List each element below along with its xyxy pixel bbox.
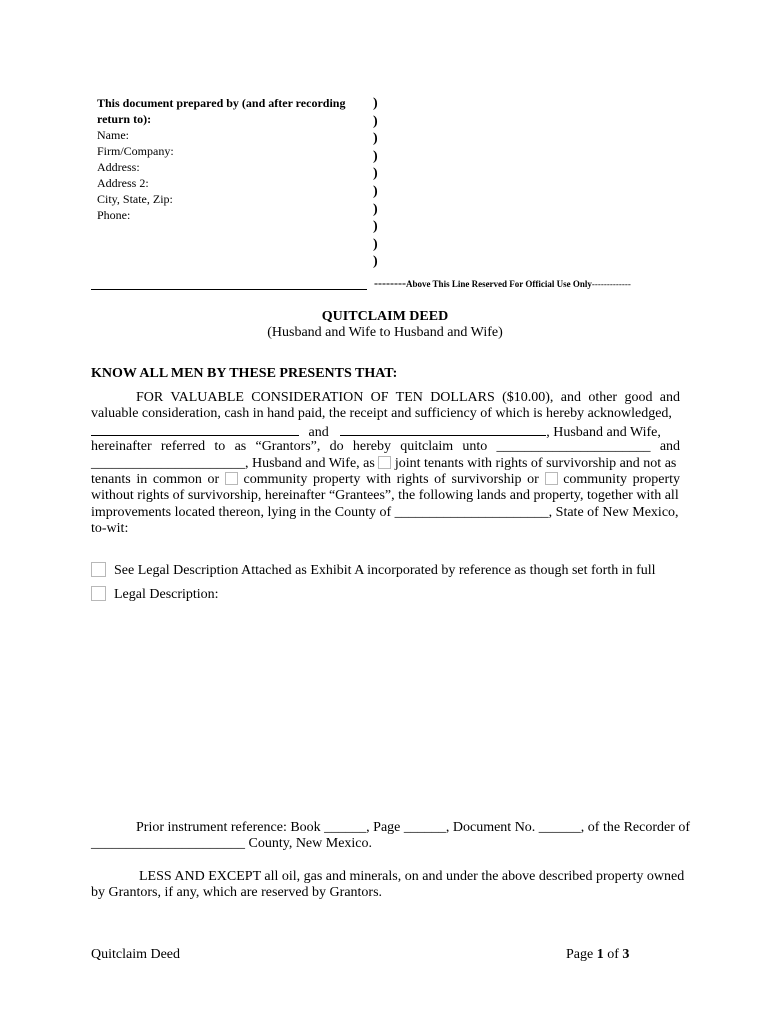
tenants-common-text: tenants in common or: [91, 471, 220, 487]
of-label: of: [607, 947, 619, 962]
consideration-line-4: [91, 439, 680, 455]
consideration-line-1: FOR VALUABLE CONSIDERATION OF TEN DOLLARS ($10.00), and other good and: [136, 390, 680, 405]
husband-wife-as-text: , Husband and Wife, as: [245, 455, 375, 471]
page-label: Page: [566, 947, 594, 962]
reserved-line: [374, 276, 631, 291]
reserved-dashes-left: --------: [374, 276, 406, 290]
consideration-line-5: [91, 456, 680, 472]
exhibit-checkbox[interactable]: [91, 562, 106, 577]
grantor-2-blank[interactable]: [340, 423, 546, 436]
know-heading: KNOW ALL MEN BY THESE PRESENTS THAT:: [91, 366, 398, 381]
grantee-2-blank[interactable]: ______________________: [91, 455, 245, 471]
footer-doc-name: Quitclaim Deed: [91, 947, 181, 962]
less-line-2: by Grantors, if any, which are reserved by Grantors.: [91, 885, 383, 901]
paren: ): [373, 201, 378, 217]
paren: ): [373, 96, 378, 111]
husband-wife-text: , Husband and Wife,: [546, 424, 661, 440]
grantor-1-blank[interactable]: [91, 423, 299, 436]
grantee-1-blank[interactable]: ______________________: [496, 439, 651, 455]
preparer-title-cont: return to):: [97, 112, 152, 126]
preparer-phone-label: Phone:: [97, 208, 131, 222]
preparer-title: This document prepared by (and after recording: [97, 96, 346, 110]
paren: ): [373, 166, 378, 182]
prior-line-1: Prior instrument reference: Book ______, Page ______, Document No. ______, of the Recorder of: [136, 820, 691, 835]
joint-tenants-checkbox[interactable]: [378, 456, 391, 469]
joint-tenants-text: joint tenants with rights of survivorship and not as: [394, 455, 677, 471]
less-line-1: LESS AND EXCEPT all oil, gas and minerals, on and under the above described property owned: [139, 869, 685, 884]
paren-column: [373, 95, 378, 271]
reserved-dashes-right: -------------: [591, 279, 631, 289]
paren: ): [373, 183, 378, 199]
deed-subtitle: (Husband and Wife to Husband and Wife): [267, 325, 503, 340]
state-text: , State of New Mexico,: [548, 504, 679, 520]
reserved-label: Above This Line Reserved For Official Use Only: [405, 279, 592, 289]
paren: ): [373, 131, 378, 147]
preparer-address-label: Address:: [97, 160, 140, 174]
paren: ): [373, 236, 378, 252]
legal-option: [91, 586, 219, 603]
paren: ): [373, 219, 378, 235]
consideration-line-9: to-wit:: [91, 521, 129, 537]
paren: ): [373, 113, 378, 129]
less-except: [91, 869, 685, 902]
consideration-paragraph: [91, 390, 680, 538]
preparer-city-label: City, State, Zip:: [97, 192, 173, 206]
consideration-line-6: [91, 472, 680, 488]
preparer-address2-label: Address 2:: [97, 176, 149, 190]
preparer-block: [97, 95, 367, 223]
paren: ): [373, 254, 378, 270]
and-text-2: and: [659, 439, 681, 455]
consideration-line-2: valuable consideration, cash in hand paid, the receipt and sufficiency of which is hereby acknowledged,: [91, 406, 672, 422]
consideration-line-7: without rights of survivorship, hereinafter “Grantees”, the following lands and property, together with all: [91, 488, 679, 504]
community-property-text: community property: [563, 471, 681, 487]
preparer-name-label: Name:: [97, 128, 129, 142]
exhibit-label: See Legal Description Attached as Exhibit A incorporated by reference as though set forth in full: [114, 563, 656, 578]
paren: ): [373, 148, 378, 164]
quitclaim-text: hereinafter referred to as “Grantors”, do hereby quitclaim unto: [91, 439, 488, 455]
community-survivorship-checkbox[interactable]: [225, 472, 238, 485]
legal-description-label: Legal Description:: [114, 587, 219, 602]
county-blank[interactable]: ______________________: [394, 504, 549, 520]
prior-line-2: ______________________ County, New Mexico.: [91, 836, 373, 852]
exhibit-option: [91, 562, 656, 579]
prior-instrument: [91, 820, 691, 853]
and-text: and: [308, 424, 329, 440]
county-text: improvements located thereon, lying in the County of: [91, 504, 392, 520]
consideration-line-8: [91, 505, 680, 521]
preparer-firm-label: Firm/Company:: [97, 144, 174, 158]
page-current: 1: [596, 947, 604, 962]
footer-page-number: [566, 947, 629, 963]
community-no-survivorship-checkbox[interactable]: [545, 472, 558, 485]
consideration-line-3: [91, 423, 680, 439]
deed-title: QUITCLAIM DEED: [321, 309, 449, 324]
community-survivorship-text: community property with rights of survivorship or: [243, 471, 539, 487]
recording-divider: [91, 289, 367, 290]
page-total: 3: [622, 947, 630, 962]
legal-description-checkbox[interactable]: [91, 586, 106, 601]
